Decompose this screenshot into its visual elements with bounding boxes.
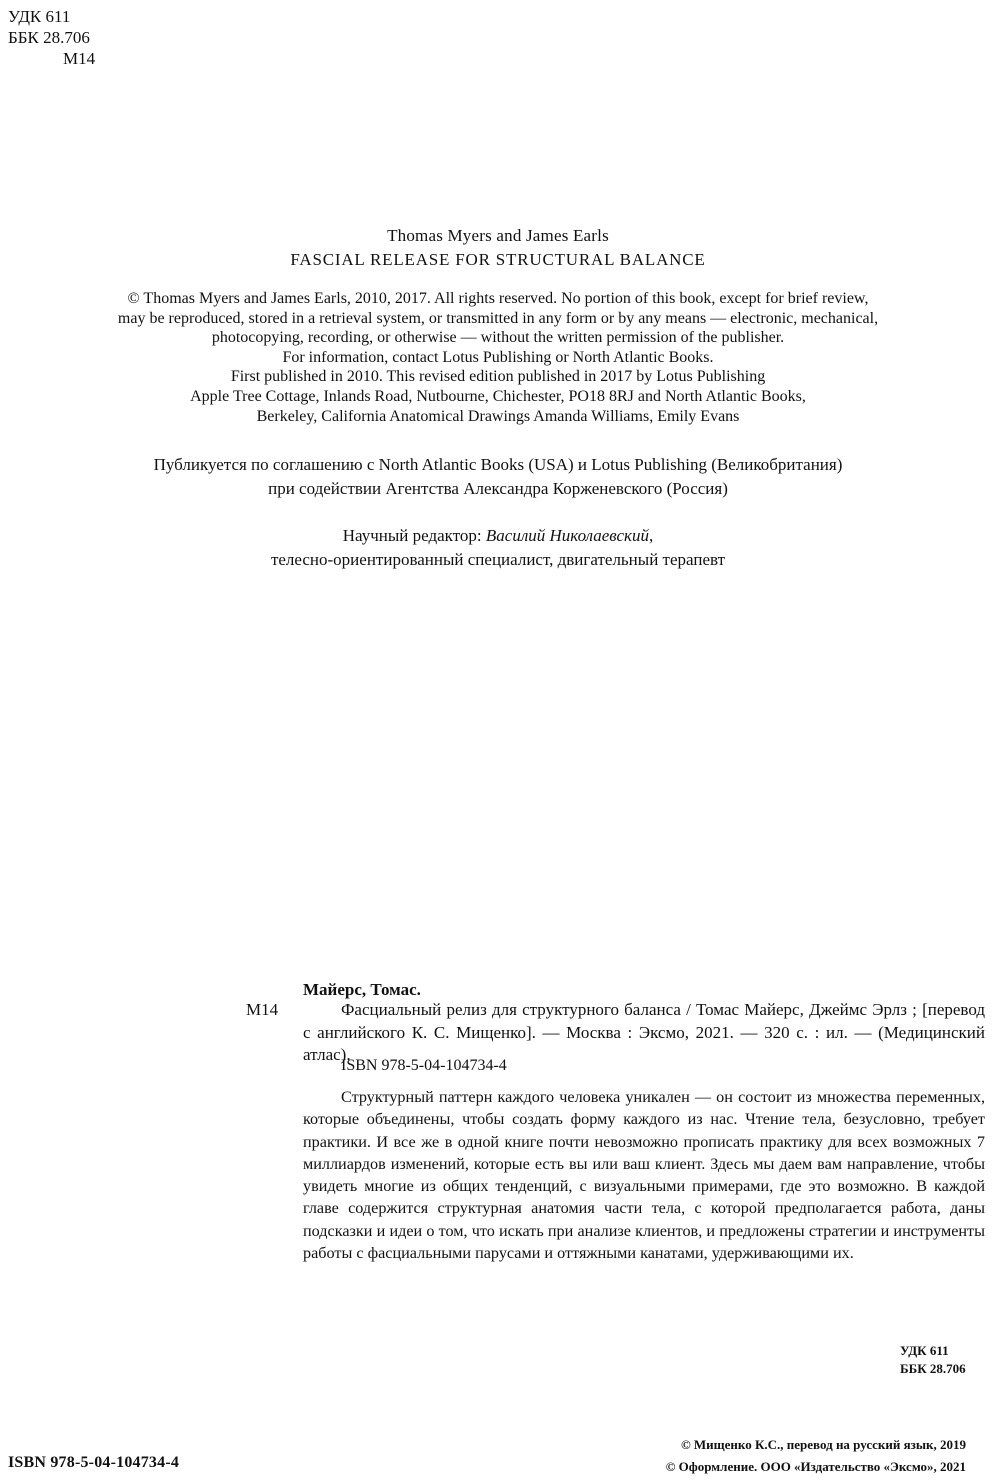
editor-name: Василий Николаевский — [485, 526, 649, 545]
editor-role: телесно-ориентированный специалист, двигательный терапевт — [270, 550, 726, 569]
agreement-line: Публикуется по соглашению с North Atlantic Books (USA) и Lotus Publishing (Великобритания) — [153, 455, 843, 474]
bbk-code: ББК 28.706 — [900, 1361, 966, 1376]
publication-agreement — [0, 453, 996, 501]
catalog-author: Майерс, Томас. — [303, 980, 421, 999]
original-edition-info — [0, 224, 996, 272]
editor-line — [0, 524, 996, 548]
copyright-line: may be reproduced, stored in a retrieval system, or transmitted in any form or by any means — electronic, mechanical, — [117, 309, 879, 327]
editor-suffix: , — [648, 526, 654, 545]
copyright-line: Berkeley, California Anatomical Drawings Amanda Williams, Emily Evans — [256, 407, 740, 425]
classification-codes-bottom — [900, 1342, 966, 1378]
footer-isbn: ISBN 978-5-04-104734-4 — [8, 1454, 180, 1471]
udk-code: УДК 611 — [8, 7, 71, 26]
copyright-line: photocopying, recording, or otherwise — without the written permission of the publisher. — [211, 329, 785, 347]
copyright-notice — [0, 289, 996, 426]
scientific-editor — [0, 524, 996, 572]
editor-label: Научный редактор: — [342, 526, 486, 545]
copyright-line: For information, contact Lotus Publishing or North Atlantic Books. — [282, 348, 714, 366]
catalog-abstract: Структурный паттерн каждого человека уникален — он состоит из множества переменных, которые объединены, чтобы создать форму каждого из нас. Чтение тела, безусловно, требует практики. И все же в одной книге почти невозможно прописать практику для всех возможных 7 миллиардов изменений, которые есть вы или ваш клиент. Здесь мы даем вам направление, чтобы увидеть многие из общих тенденций, с визуальными примерами, где это возможно. В каждой главе содержится структурная анатомия части тела, с которой предполагается работа, даны подсказки и идеи о том, что искать при анализе клиентов, и предложены стратегии и инструменты работы с фасциальными парусами и оттяжными канатами, удерживающими их. — [303, 1088, 985, 1263]
footer-copyright — [666, 1434, 966, 1478]
copyright-translation: © Мищенко К.С., перевод на русский язык, 2019 — [680, 1437, 966, 1452]
bbk-code: ББК 28.706 — [8, 28, 90, 47]
original-authors: Thomas Myers and James Earls — [387, 226, 609, 245]
udk-code: УДК 611 — [900, 1343, 949, 1358]
agreement-line: при содействии Агентства Александра Корженевского (Россия) — [268, 479, 728, 498]
original-title: FASCIAL RELEASE FOR STRUCTURAL BALANCE — [290, 250, 706, 269]
catalog-isbn: ISBN 978-5-04-104734-4 — [341, 1057, 507, 1074]
copyright-line: First published in 2010. This revised edition published in 2017 by Lotus Publishing — [230, 368, 766, 386]
classification-codes-top — [8, 6, 95, 69]
copyright-line: Apple Tree Cottage, Inlands Road, Nutbourne, Chichester, PO18 8RJ and North Atlantic Books, — [190, 387, 806, 405]
copyright-design: © Оформление. ООО «Издательство «Эксмо», 2021 — [665, 1459, 966, 1474]
catalog-description: Фасциальный релиз для структурного баланса / Томас Майерс, Джеймс Эрлз ; [перевод с английского К. С. Мищенко]. — Москва : Эксмо, 2021. — 320 с. : ил. — (Медицинский атлас). — [303, 1000, 985, 1064]
catalog-author-sign: М14 — [246, 1000, 279, 1019]
copyright-line: © Thomas Myers and James Earls, 2010, 2017. All rights reserved. No portion of this book, except for brief review, — [127, 290, 869, 307]
author-sign: М14 — [63, 49, 96, 68]
